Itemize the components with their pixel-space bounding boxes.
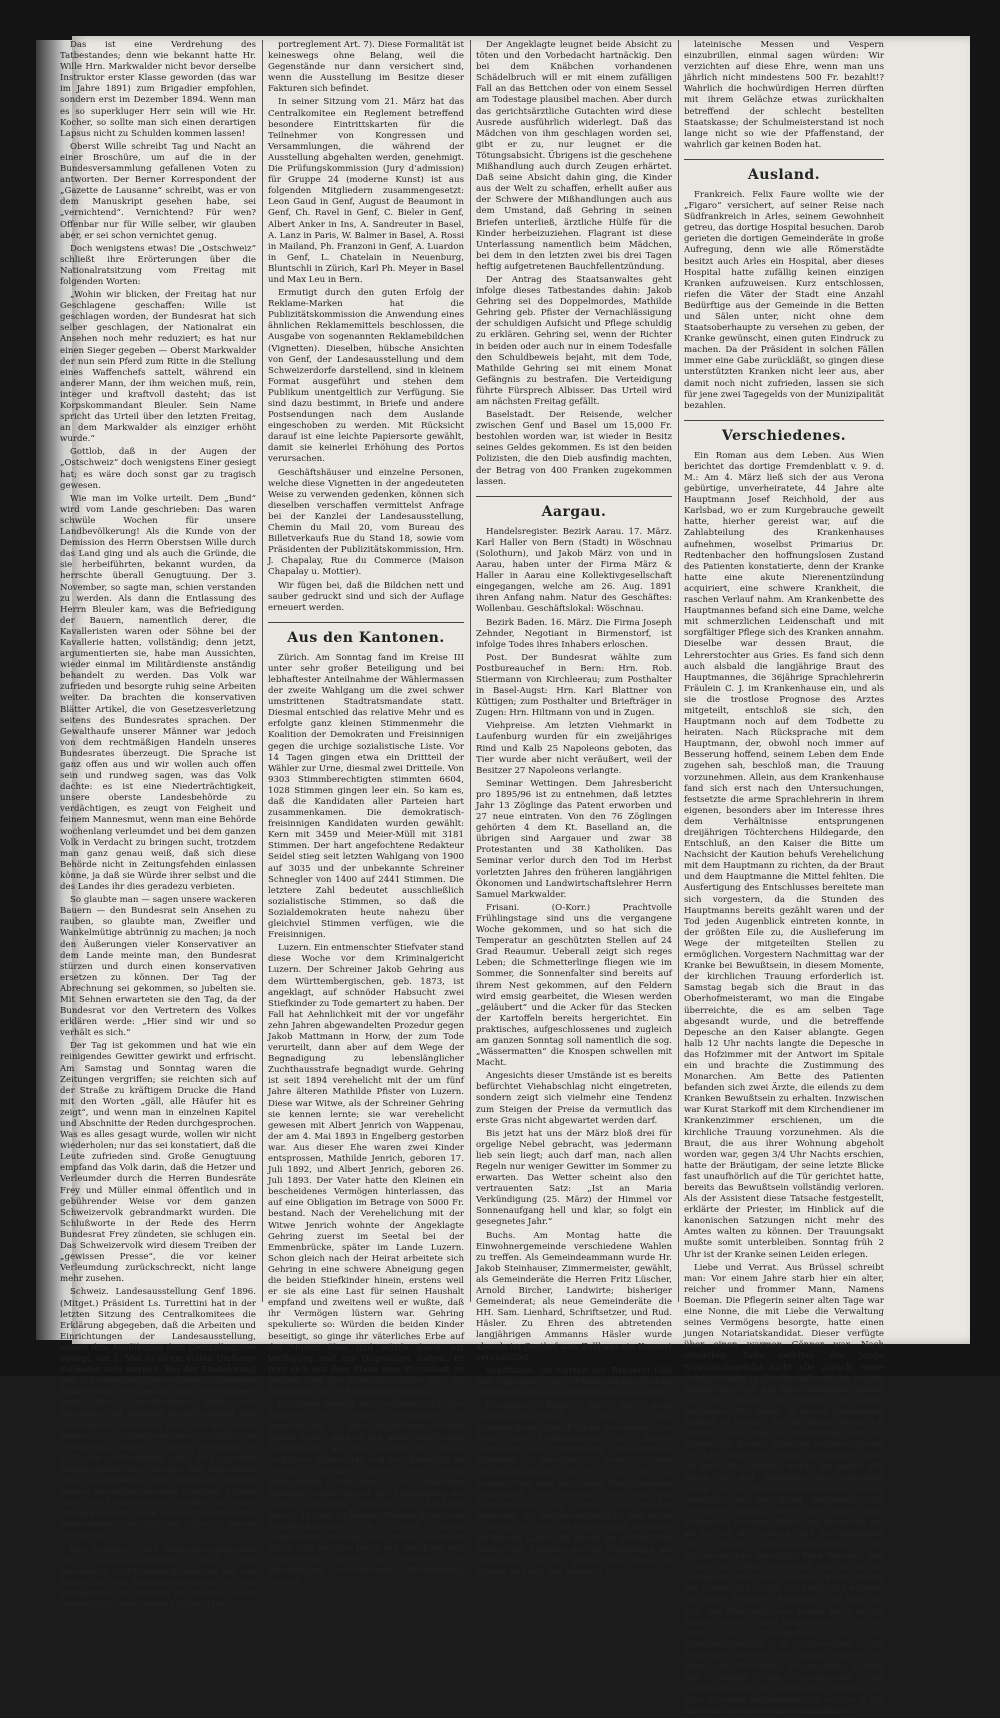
paragraph: Der Tag ist gekommen und hat wie ein reinigendes Gewitter gewirkt und erfrischt. Am Samstag und Sonntag waren die Zeitungen vergriffen; sie reichten sich auf der Straße zu kräftigem Drucke die Hand mit den Worten „gäll, alle Häufer hit es zeigt“, und wenn man in einzelnen Kapitel und Abschnitte der Reden durchgesprochen. Was es alles gesagt wurde, wollen wir nicht wiederholen; nur das sei konstatiert, daß die Leute zufrieden sind. Große Genugtuung empfand das Volk darin, daß die Hetzer und Verleumder durch die Herren Bundesräte Frey und Müller einmal öffentlich und in gebührender Weise vor dem ganzen Schweizervolk gebrandmarkt wurden. Die Schlußworte in der Rede des Herrn Bundesrat Frey zündeten, sie schlugen ein. Das Schweizervolk wird diesem Treiben der „gewissen Presse“, die vor keiner Verleumdung zurückschreckt, nicht lange mehr zusehen. [60, 1041, 256, 1285]
paragraph: Ein Roman aus dem Leben. Aus Wien berichtet das dortige Fremdenblatt v. 9. d. M.: Am 4. März ließ sich der aus Verona gebürtige, unverheiratete, 44 Jahre alte Hauptmann Josef Reichhold, der aus Karlsbad, wo er zum Kurgebrauche geweilt hatte, hierher gereist war, auf die Zahlabteilung des Krankenhauses aufnehmen, woselbst Primarius Dr. Redtenbacher den hoffnungslosen Zustand des Patienten konstatierte, denn der Kranke hatte eine akute Nierenentzündung acquiriert, eine schwere Krankheit, die raschen Verlauf nahm. Am Krankenbette des Hauptmannes befand sich eine Dame, welche mit schmerzlichen Leidenschaft und mit sorgfältiger Pflege sich des Kranken annahm. Dieselbe war dessen Braut, die Lehrerstochter aus Gries. Es fand sich denn auch alsbald die langjährige Braut des Hauptmannes, die 36jährige Sprachlehrerin Fräulein C. J. im Krankenhause ein, und als sie die trostlose Prognose des Arztes mitgeteilt, entschloß sie sich, den Hauptmann noch auf dem Todbette zu heiraten. Nach Rücksprache mit dem Hauptmann, der, obwohl noch immer auf Besserung hoffend, seinem Leben dem Ende zugehen sah, beschloß man, die Trauung vorzunehmen. Allein, aus dem Krankenhause fand sich erst nach den Untersuchungen, festsetzte die arme Sprachlehrerin in ihrem eigenen, besonders aber im Interesse ihres dem Verhältnisse entsprungenen dreijährigen Töchterchens Hildegarde, den Entschluß, an den Kaiser die Bitte um Nachsicht der Kaution behufs Verehelichung mit dem Hauptmann zu richten, da der Braut und dem Hauptmanne die Mittel fehlten. Die Ausfertigung des Entschlusses bereitete man sich vorgestern, da die Stunden des Hauptmanns bereits gezählt waren und der Tod jeden Augenblick eintreten konnte, in der größten Eile zu, die Auslieferung im Wege der mitgeteilten Stellen zu ermöglichen. Vorgestern Nachmittag war der Kranke bei Bewußtsein, in diesem Momente, der kirchlichen Trauung erforderlich ist. Samstag begab sich die Braut in das Oberhofmeisteramt, wo man die Eingabe überreichte, die es am selben Tage abgesandt wurde, und die betreffende Depesche an den Kaiser ablangte. Gegen halb 12 Uhr nachts langte die Depesche in das Hofzimmer mit der Antwort im Spitale ein und brachte die Zustimmung des Monarchen. Am Bette des Patienten befanden sich zwei Ärzte, die eilends zu dem Kranken Bewußtsein zu erhalten. Inzwischen war Kurat Starkoff mit dem Kirchendiener im Krankenzimmer erschienen, um die kirchliche Trauung vorzunehmen. Als die Braut, die aus ihrer Wohnung abgeholt worden war, gegen 3/4 Uhr Nachts erschien, hatte der Bräutigam, der seine letzte Blicke fast unaufhörlich auf die Tür gerichtet hatte, bereits das Bewußtsein vollständig verloren. Als der Assistent diese Tatsache festgestellt, erklärte der Priester, im Hinblick auf die kanonischen Satzungen nicht mehr des Amtes walten zu können. Der Trauungsakt mußte somit unterbleiben. Sonntag früh 2 Uhr ist der Kranke seinen Leiden erlegen. [684, 450, 884, 1260]
paragraph: Post. Der Bundesrat wählte zum Postbureauchef in Bern: Hrn. Rob. Stiermann von Kirchleerau; zum Posthalter in Basel-Augst: Hrn. Karl Blattner von Küttigen; zum Posthalter und Briefträger in Zugen: Hrn. Hiltmann von und in Zugen. [476, 652, 672, 719]
section-title-kantone: Aus den Kantonen. [268, 622, 464, 647]
paragraph: Seminar Wettingen. Dem Jahresbericht pro 1895/96 ist zu entnehmen, daß letztes Jahr 13 Zöglinge das Patent erworben und 27 neue eintraten. Von den 76 Zöglingen gehörten 4 dem Kt. Baselland an, die übrigen sind Aargauer und zwar 38 Protestanten und 38 Katholiken. Das Seminar verlor durch den Tod im Herbst vorletzten Jahres den früheren langjährigen Ökonomen und Landwirtschaftslehrer Herrn Samuel Markwalder. [476, 778, 672, 900]
paragraph: Bis jetzt hat uns der März bloß drei für orgelige Nebel gebracht, was jedermann lieb sein liegt; auch darf man, nach allen Regeln nur weniger Gewitter im Sommer zu erwarten. Das Wetter scheint also den vertrauenten Satz: „Ist an Maria Verkündigung (25. März) der Himmel vor Sonnenaufgang hell und klar, so folgt ein gesegnetes Jahr.“ [476, 1128, 672, 1228]
paragraph: lateinische Messen und Vespern einzubrillen, einmal sagen würden: Wir verzichten auf diese Ehre, wenn man uns jährlich nicht mindestens 500 Fr. bezahlt!? Wahrlich die hochwürdigen Herren dürften mit ihrem Gelächze etwas zurückhalten betreffend der schlecht bestellten Staatskasse; der Schulmeisterstand ist noch lange nicht so wie der Pfaffenstand, der wahrlich gar keinen Boden hat. [684, 40, 884, 150]
paragraph: Nachdem einmal der Gedanke, sich des Erbguts der beiden Stiefkinder zu bemächtigen, in dem Angeklagten Wurzel gefaßt hatte, ging er mit allem teuflischen Raffinement an die Ausführung seines ruchlosen Planes. Mit welcher Brutalität er verfuhr, darüber geben die Akten genügenden Aufschluß. Das Mädchen Mathilde wurde zuerst zur Verpflegung ins Spital (Gemeinde Emmen), das Knäblein Albert in der späteren Wohnung an der Friedenthalstraße in Luzern durch fortgesetzte Schläge mit einem schweren Stock und mit der Faust auf den Kopf und dergleichen durch das Wärmen bei planmäßigen konsequenten Mißhandlung erlagen. [268, 1400, 464, 1588]
section-title-aargau: Aargau. [476, 496, 672, 521]
paragraph: Geschäftshäuser und einzelne Personen, welche diese Vignetten in der angedeuteten Weise zu verwenden gedenken, können sich dieselben verschaffen vermittelst Anfrage bei der Kanzlei der Landesausstellung, Chemin du Mail 20, vom Bureau des Billetverkaufs Rue du Stand 18, sowie vom Präsidenten der Publizitätskommission, Hrn. J. Chapalay, Rue du Commerce (Maison Chapalay u. Mottier). [268, 467, 464, 578]
paragraph: In seiner Sitzung vom 21. März hat das Centralkomitee ein Reglement betreffend besondere Eintrittskarten für die Teilnehmer von Kongressen und Versammlungen, die während der Ausstellung abgehalten werden, genehmigt. Die Prüfungskommission (Jury d’admission) für Gruppe 24 (moderne Kunst) ist aus folgenden Mitgliedern zusammengesetzt: Leon Gaud in Genf, August de Beaumont in Genf, Ch. Ravel in Genf, C. Bieler in Genf, Albert Anker in Ins, A. Sandreuter in Basel, A. Lanz in Paris, W. Balmer in Basel, A. Rossi in Mailand, Ph. Franzoni in Genf, A. Luardon in Genf, L. Chatelain in Neuenburg, Bluntschli in Zürich, Karl Ph. Meyer in Basel und Max Leu in Bern. [268, 97, 464, 285]
paragraph: Gottlob, daß in der Augen der „Ostschweiz“ doch wenigstens Einer gesiegt hat; es wäre doch sonst gar zu tragisch gewesen. [60, 447, 256, 491]
paragraph: Bezirk Baden. 16. März. Die Firma Joseph Zehnder, Negotiant in Birmenstorf, ist infolge Todes ihres Inhabers erloschen. [476, 617, 672, 650]
paragraph: portreglement Art. 7). Diese Formalität ist keineswegs ohne Belang, weil die Gegenstände nur dann versichert sind, wenn die Ausstellung im Besitze dieser Fakturen sich befindet. [268, 40, 464, 95]
paragraph: Wir fügen bei, daß die Bildchen nett und sauber gedruckt sind und sich der Auflage erneuert werden. [268, 580, 464, 613]
paragraph: Frankreich. Felix Faure wollte wie der „Figaro“ versichert, auf seiner Reise nach Südfrankreich in Arles, seinem Gewohnheit getreu, das dortige Hospital besuchen. Darob gerieten die dortigen Gemeinderäte in große Aufregung, denn wie alle Römerstädte besitzt auch Arles ein Hospital, aber dieses Hospital hatte zufällig keinen einzigen Kranken aufzuweisen. Kurz entschlossen, riefen die Väter der Stadt eine Anzahl Bedürftige aus der Gemeinde in die Betten und Sälen unter, nicht ohne dem Staatsoberhaupte zu versehen zu geben, der Kranke gewünscht, einen guten Eindruck zu machen. Da der Präsident in solchen Fällen immer eine Gabe zurückläßt, so gingen diese unterstützten Kranken nicht leer aus, aber damit noch nicht zufrieden, lassen sie sich für jene zwei Tagegelds von der Munizipalität bezahlen. [684, 189, 884, 411]
paragraph: Luzern. Ein entmenschter Stiefvater stand diese Woche vor dem Kriminalgericht Luzern. Der Schreiner Jakob Gehring aus dem Württembergischen, geb. 1873, ist angeklagt, auf schnöder Habsucht zwei Stiefkinder zu Tode gemartert zu haben. Der Fall hat Aehnlichkeit mit der vor ungefähr zehn Jahren abgewandelten Prozedur gegen Jakob Mattmann in Horw, der zum Tode verurteilt, dann aber auf dem Wege der Begnadigung zu lebenslänglicher Zuchthausstrafe begnadigt wurde. Gehring ist seit 1894 verehelicht mit der um fünf Jahre älteren Mathilde Pfister von Luzern. Diese war Witwe, als der Schreiner Gehring sie kennen lernte; sie war verehelicht gewesen mit Albert Jenrich von Wappenau, der am 4. Mai 1893 in Engelberg gestorben war. Aus dieser Ehe waren zwei Kinder entsprossen, Mathilde Jenrich, geboren 17. Juli 1892, und Albert Jenrich, geboren 26. Juli 1893. Der Vater hatte den Kleinen ein bescheidenes Vermögen hinterlassen, das auf eine Obligation im Betrage von 5000 Fr. bestand. Nach der Verehelichung mit der Witwe Jenrich wohnte der Angeklagte Gehring zuerst im Seetal bei der Emmenbrücke, später im Lande Luzern. Schon gleich nach der Heirat arbeitete sich Gehring in eine schwere Abneigung gegen die beiden Stiefkinder hinein, erstens weil er sie als eine Last für seinen Haushalt empfand und zweitens weil er wußte, daß ihr Vermögen lüstern war. Gehring spekulierte so: Würden die beiden Kinder beseitigt, so ginge ihr väterliches Erbe auf die Mutter über und würde damit zur Verfügung und zur Disposition stehen. Er trug sich mit dem Plane eine Wirtschaft zu kaufen, und die 5000 Fr. sollten ihm als Anzahlung an die Kaufsumme dienen. [268, 943, 464, 1397]
paragraph: Schöftland. Im Garten der Brauerei Gall gab gestern die Feldmusikgesellschaft Unterentfelden ein wohlgelungenes Konzert. [476, 1365, 672, 1398]
column-4 [684, 40, 884, 1717]
paragraph: Buchs. Am Montag hatte die Einwohnergemeinde verschiedene Wahlen zu treffen. Als Gemeindeammann wurde Hr. Jakob Steinhauser, Zimmermeister, gewählt, als Gemeinderäte die Herren Fritz Lüscher, Arnold Bircher, Landwirte; bisheriger Gemeinderat; als neue Gemeinderäte die HH. Sam. Lienhard, Schriftsetzer, und Rud. Häsler. Zu Ehren des abtretenden langjährigen Ammanns Häsler wurde abends im Gasthof zum Zollhaus ein Konzert veranstaltet. [476, 1230, 672, 1363]
paragraph: Baselstadt. Der Reisende, welcher zwischen Genf und Basel um 15,000 Fr. bestohlen worden war, ist wieder in Besitz seines Geldes gekommen. Es ist den beiden Polizisten, die den Dieb ausfindig machten, der Betrag von 400 Franken zugekommen lassen. [476, 410, 672, 487]
paragraph: Ermutigt durch den guten Erfolg der Reklame-Marken hat die Publizitätskommission die Anwendung eines ähnlichen Reklamemittels beschlossen, die Ausgabe von sogenannten Reklamebildchen (Vignetten). Dieselben, hübsche Ansichten von Genf, der Landesausstellung und dem Schweizerdorfe darstellend, sind in kleinem Format ausgeführt und stehen dem Publikum unentgeltlich zur Verfügung. Sie sind dazu bestimmt, in Briefe und andere Postsendungen nach dem Auslande eingeschoben zu werden. Mit Rücksicht darauf ist eine leichte Papiersorte gewählt, damit sie keinerlei Erhöhung des Portos verursachen. [268, 288, 464, 465]
paragraph: Oberst Wille schreibt Tag und Nacht an einer Broschüre, um auf die in der Bundesversammlung gefallenen Voten zu antworten. Der Berner Korrespondent der „Gazette de Lausanne“ schreibt, was er von dem Manuskript gesehen habe, sei „vernichtend“. Vernichtend? Für wen? Offenbar nur für Wille selber, wir glauben aber, er sei schon vernichtet genug. [60, 141, 256, 241]
paragraph: Frickthal. Kaum ist der neue Schulgesetzentwurf des Hrn. Erziehungsdirektor Käppeli erschienen, so fielen die Dunkelmänner im „Basler Volksblatt“ und „Frickthaler“ ihre heiseren Stimmen erhoben gegen den Besoldungsansatz von Fr. 1500 für die Lehrer. Und dies aus lauter Nächstenliebe gegenüber den Lehrern, die bei der Säkularisation der Schule ihre Rechte vertreten, ist selbstverständlich. Wie ehrte es, wenn sie doch die Lehrerschaft nicht nur im Herzen haben, die gewiß die größte Ehre haben, am Sonntag wie an Feiertagen als Organisten in der Kirche die Orgel zu spielen und mit den Sängern [476, 1400, 672, 1578]
paragraph: Doch wenigstens etwas! Die „Ostschweiz“ schließt ihre Erörterungen über die Nationalratsitzung vom Freitag mit folgenden Worten: [60, 243, 256, 287]
column-rule [678, 40, 679, 1302]
paragraph: Frisani. (O-Korr.) Prachtvolle Frühlingstage sind uns die vergangene Woche gekommen, und so hat sich die Temperatur an geschützten Stellen auf 24 Grad Reaumur. Ueberall zeigt sich reges Leben; die Schmetterlinge fliegen wie im Sommer, die Sonnenfalter sind bereits auf ihrem Nest gekommen, auf den Feldern wird emsig gearbeitet, die Wiesen werden „geläubert“ und die Acker für das Stecken der Kartoffeln bereits hergerichtet. Ein praktisches, aufgeschlossenes und zugleich am ganzen Sonntag soll namentlich die sog. „Wässermatten“ die Knospen schwellen mit Macht. [476, 902, 672, 1069]
paragraph: Angesichts dieser Umstände ist es bereits befürchtet Viehabschlag nicht eingetreten, sondern zeigt sich vielmehr eine Tendenz zum Steigen der Preise da vermutlich das erste Gras nicht abgewartet werden darf. [476, 1071, 672, 1126]
paragraph: Liebe und Verrat. Aus Brüssel schreibt man: Vor einem Jahre starb hier ein alter, reicher und frommer Mann, Namens Boeman. Die Pflegerin seiner alten Tage war eine Nonne, die mit Liebe die Verwaltung seines Vermögens besorgte, hatte einen jungen Notariatskandidat. Dieser verfügte über einen warmen Gönner war. Nach derselben Tode verblieb der junge Notariatskandidat nicht alle zurück; seine Geldgeschäfte in Gesellschaft mit der jungen Nonne, die sich mit ihm verbanden, ließen sich die beiden und führten ein zartes Verhältnis. Der Mann, in diesen blendenden Einfluß er Nonne, die ihn liebte, fügte sich diesem, und ging in Verbindung mit der Nonne, die bereits über die rechten Glieder der Ehe, welche ihr nicht zugekommen war, ihr jene Alte Männer wurde die ganze alte Mann. Er war zeitlebens ein sparsamer Mann. Als die Hinterbliebenen hinter einem Gemälde, in die Wand eingebaut, das Testament fanden, erhielt die Nonne nicht sonderlich erstaunt. Mehr aber erstaunte sie, als es sich als zugleich, daß das Testament den jungen Notariatskandidaten zum Universalerben einsetzte. Eine Wunder, daß er sich als Erbin eingestellt war, als er das Testament ans Licht brachte, Erbin wurde die Nonne. Sie wurde um Nachsicht erlangt, um einen Reichtum Erbschaft, die bald auf sich ein Erbschaft, der Lange nach in die kloster zurück. Nicht lange jedoch litt es sie dort; bei Gelegenheit ein ihr Notariatskandidat in derselben, die Erbschaft antreten. Nicht lange erfuhr es sie daher, die Erbschaft. Als sie eines Abends still entfloh sie, vertauschte ihr Nonnengewand mit kleidsamen Kleide und eilte an einen bestimmten Ort, wo sie in die Arme des jungen Notariatskandidaten. [684, 1262, 884, 1717]
column-rule [470, 40, 471, 1302]
section-title-verschiedenes: Verschiedenes. [684, 420, 884, 445]
column-1 [60, 40, 256, 1611]
section-title-ausland: Ausland. [684, 159, 884, 184]
column-rule [262, 40, 263, 1302]
paragraph: Handelsregister. Bezirk Aarau. 17. März. Karl Haller von Bern (Stadt) in Wöschnau (Solothurn), und Jakob März von und in Aarau, haben unter der Firma März & Haller in Aarau eine Kollektivgesellschaft eingegangen, welche am 26. Aug. 1891 ihren Anfang nahm. Natur des Geschäftes: Wollenbau. Geschäftslokal: Wöschnau. [476, 526, 672, 615]
paragraph: „Wohin wir blicken, der Freitag hat nur Geschlagene geschaffen: Wille ist geschlagen worden, der Bundesrat hat sich selber geschlagen, der Nationalrat ein Ansehen noch mehr reduziert; es hat nur einen Sieger gegeben — Oberst Markwalder der nun sein Pferd zum Ritte in die Stellung eines Waffenchefs sattelt, während ein anderer Mann, der ihm weichen muß, rein, integer und kraftvoll dasteht; das ist Korpskommandant Bleuler. Sein Name spricht das Urteil über den letzten Freitag, an dem Markwalder als einziger erhöht wurde.“ [60, 290, 256, 445]
column-2 [268, 40, 464, 1588]
column-3 [476, 40, 673, 1578]
paragraph: Der Angeklagte leugnet beide Absicht zu töten und den Vorbedacht hartnäckig. Den bei dem Knäbchen vorhandenen Schädelbruch will er mit einem zufälligen Fall an das Bettchen oder von einem Sessel am Todestage plausibel machen. Aber durch das gerichtsärztliche Gutachten wird diese Ausrede ausführlich widerlegt. Daß das Mädchen von ihm geschlagen worden sei, gibt er zu, nur leugnet er die Tötungsabsicht. Übrigens ist die geschehene Mißhandlung auch durch Zeugen erhärtet. Daß seine Absicht dahin ging, die Kinder aus der Welt zu schaffen, erhellt außer aus der Schwere der Mißhandlungen auch aus dem Umstand, daß Gehring in seinen Briefen unterließ, ärztliche Hülfe für die Kinder herbeizuziehen. Flagrant ist diese Unterlassung namentlich beim Mädchen, bei dem in den letzten zwei bis drei Tagen heftig aufgetretenen Bauchfellentzündung. [476, 40, 673, 272]
paragraph: Wie man im Volke urteilt. Dem „Bund“ wird vom Lande geschrieben: Das waren schwüle Wochen für unsere Landbevölkerung! Als die Kunde von der Demission des Herrn Oberstsen Wille durch das Land ging und als auch die Gründe, die sie herbeiführten, bekannt wurden, da herrschte überall Genugtuung. Der 3. November, so sagte man, schien verstanden zu werden. Als dann die Entlassung des Herrn Bleuler kam, was die Befriedigung der Bauern, namentlich derer, die Kavalleristen waren oder Söhne bei der Kavallerie hatten, vollständig; denn jetzt, argumentierten sie, habe man Aussichten, wieder einmal im Militärdienste anständig behandelt zu werden. Das Volk war zufrieden und besorgte ruhig seine Arbeiten weiter. Da brachten die konservativen Blätter Artikel, die von Gesetzesverletzung seitens des Bundesrates sprachen. Der Gewalthaufe unserer Männer war jedoch von dem rechtmäßigen Handeln unseres Bundesrates überzeugt. Die Sprache ist ganz offen aus und wir wollen auch offen sein und rundweg sagen, was das Volk dachte: es ist eine Niederträchtigkeit, unsere oberste Landesbehörde zu verdächtigen, es zeugt von Feigheit und feinem Mannesmut, wenn man eine Behörde wochenlang verleumdet und bei dem ganzen Volk in Verdacht zu bringen sucht, trotzdem man ganz genau weiß, daß sich diese Behörde nicht in Zeitungsfehden einlassen könne, ja daß sie Würde ihrer selbst und die des Landes ihr dies geradezu verbieten. [60, 493, 256, 893]
paragraph: So glaubte man — sagen unsere wackeren Bauern — den Bundesrat sein Ansehen zu rauben, so glaubte man, Zweifler und Wankelmütige abtrünnig zu machen; ja noch den Äußerungen vieler Konservativer an dem Lande meinte man, den Bundesrat stürzen und durch einen konservativen ersetzen zu können. Der Tag der Abrechnung sei gekommen, so jubelten sie. Mit Sehnen erwarteten sie den Tag, da der Bundesrat vor den Vertretern des Volkes erklären werde: „Hier sind wir und so verhält es sich.“ [60, 895, 256, 1039]
paragraph: Der Antrag des Staatsanwaltes geht infolge dieses Tatbestandes dahin: Jakob Gehring sei des Doppelmordes, Mathilde Gehring geb. Pfister der Vernachlässigung der schuldigen Aufsicht und Pflege schuldig zu erklären. Gehring sei, wenn der Richter in beiden oder auch nur in einem Todesfalle den Schuldbeweis bejaht, mit dem Tode, Mathilde Gehring sei mit einem Monat Gefängnis zu bestrafen. Die Verteidigung führte Fürsprech Albisser. Das Urteil wird am nächsten Freitag gefällt. [476, 274, 672, 407]
paragraph: Zürich. Am Sonntag fand im Kreise III unter sehr großer Beteiligung und bei lebhaftester Anteilnahme der Wählermassen der zweite Wahlgang um die zwei schwer umstrittenen Stadtratsmandate statt. Diesmal entschied das relative Mehr und es erfolgte ganz kleinen Stimmenmehr die Koalition der Demokraten und Freisinnigen gegen die urchige sozialistische Liste. Vor 14 Tagen gingen etwa ein Drittteil der Wähler zur Urne, diesmal zwei Dritteile. Von 9303 Stimmberechtigten stimmten 6604, 1028 Stimmen gingen leer ein. So kam es, daß die Kandidaten aller Parteien hart zusammenkamen. Die demokratisch-freisinnigen Kandidaten wurden gewählt: Kern mit 3459 und Meier-Müll mit 3181 Stimmen. Der hart angefochtene Redakteur Seidel stieg seit letzten Wahlgang von 1900 auf 3035 und der unbekannte Schreiner Schnegler von 1400 auf 2441 Stimmen. Die letztere Zahl bedeutet ausschließlich sozialistische Stimmen, so daß die Sozialdemokraten heute nahezu über gleichviel Stimmen verfügen, wie die Freisinnigen. [268, 652, 464, 941]
paragraph: Viehpreise. Am letzten Viehmarkt in Laufenburg wurden für ein zweijähriges Rind und Kalb 25 Napoleons geboten, das Tier wurde aber nicht veräußert, weil der Besitzer 27 Napoleons verlangte. [476, 721, 672, 776]
paragraph: Schweiz. Landesausstellung Genf 1896. (Mitget.) Präsident Ls. Turrettini hat in der letzten Sitzung des Centralkomitees die Erklärung abgegeben, daß die Arbeiten und Einrichtungen der Landesausstellung, soweit ihre Ausführung dem Centralkomitee obliegt, am 1. Mai in ihrem vollen Umfange vollendet sein werden. Bei der Einlieferung der Ausstellungsgegenstände hingegen findet leider Verzögerung und Verspätungen statt. Das Centralkomitee sieht sich veranlaßt, auf dieselbe Zuverlässigkeit und Genauigkeit, welche zu jeder Zeit den Ruhm unserer schweizerischen Industrie ausmachen, zählen zu dürfen. Nachdem sie sich zur Mitwirkung an dem großen Unternehmen entschlossen und demselben schon bedeutende Opfer gebracht, werden unsere Aussteller dasselbe in letzter Stunde nicht durch unberechtes Verhalten in Gefahr bringen wollen, wenn andere Aussteller die unerwartete Ausführung ihrer Waren verzögern. [60, 1287, 256, 1542]
paragraph: Das ist eine Verdrehung des Tatbestandes; denn wie bekannt hatte Hr. Wille Hrn. Markwalder nicht bevor derselbe Instruktor erster Klasse geworden (das war im Jahre 1891) zum Brigadier empfohlen, sondern erst im Dezember 1894. Wenn man es so superkluger Herr sein will wie Hr. Kocher, so sollte man sich einen derartigen Lapsus nicht zu Schulden kommen lassen! [60, 40, 256, 139]
paragraph: Das Transport- und Versicherungsbureau der Landesausstellung bringt den Ausstellern in Erinnerung, daß sie mit der Absendung der Ausstellungsobjekte in zwei Exemplaren die Faktura des Wertes dieser Gegenstände einzusenden haben (Trans- [60, 1544, 256, 1611]
